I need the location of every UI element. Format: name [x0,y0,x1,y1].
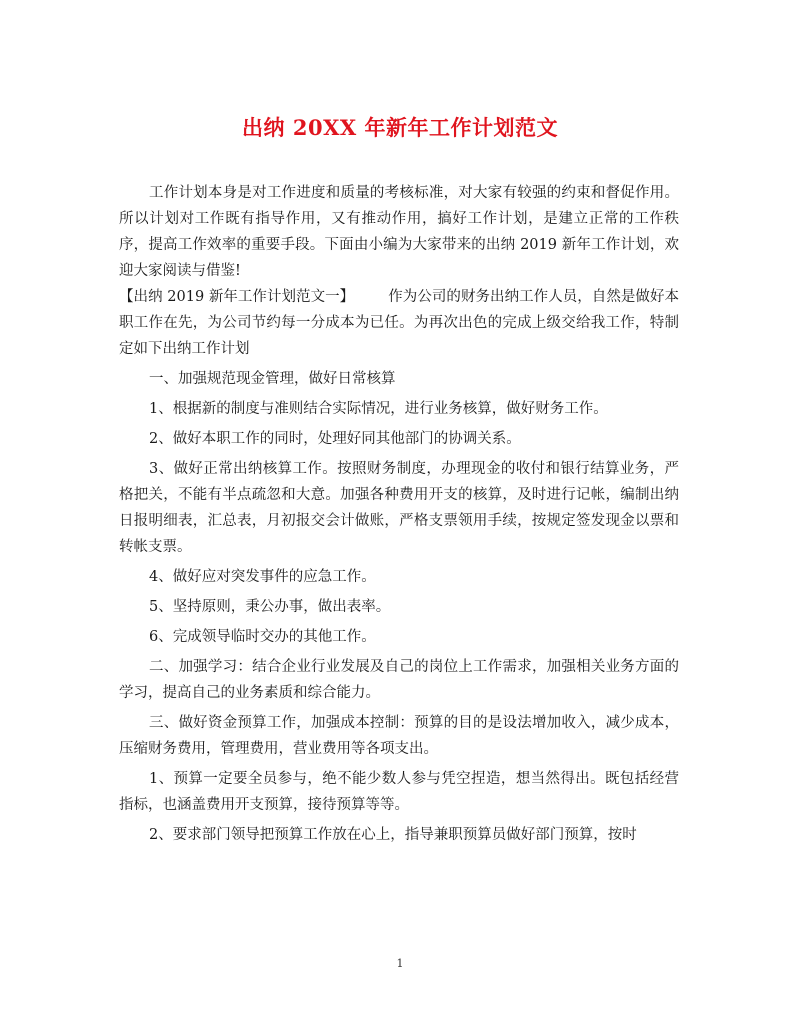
paragraph-item-1-4: 4、做好应对突发事件的应急工作。 [149,569,376,585]
page-number: 1 [396,957,404,970]
section-one-paragraph [119,284,679,362]
paragraph-item-1-1: 1、根据新的制度与准则结合实际情况，进行业务核算，做好财务工作。 [149,401,608,417]
paragraph-heading-1: 一、加强规范现金管理，做好日常核算 [149,371,396,387]
paragraph-item-1-5: 5、坚持原则，秉公办事，做出表率。 [149,599,391,615]
paragraph-item-1-3: 3、做好正常出纳核算工作。按照财务制度，办理现金的收付和银行结算业务，严格把关，不能有半点疏忽和大意。加强各种费用开支的核算，及时进行记帐，编制出纳日报明细表，汇总表，月初报交会计做账，严格支票领用手续，按规定签发现金以票和转帐支票。 [119,461,679,555]
document-body [119,180,679,848]
intro-paragraph: 工作计划本身是对工作进度和质量的考核标准，对大家有较强的约束和督促作用。所以计划对工作既有指导作用，又有推动作用，搞好工作计划，是建立正常的工作秩序，提高工作效率的重要手段。下面由小编为大家带来的出纳 2019 新年工作计划，欢迎大家阅读与借鉴! [119,185,679,279]
paragraph-heading-3: 三、做好资金预算工作，加强成本控制：预算的目的是设法增加收入，减少成本，压缩财务费用，管理费用，营业费用等各项支出。 [119,715,679,757]
paragraph-item-3-1: 1、预算一定要全员参与，绝不能少数人参与凭空捏造，想当然得出。既包括经营指标，也涵盖费用开支预算，接待预算等等。 [119,771,679,813]
section-one-heading: 【出纳 2019 新年工作计划范文一】 [119,289,355,305]
section-one-lead: 作为公司的财务出纳工作人员，自然是做好本职工作在先，为公司节约每一分成本为已任。为再次出色的完成上级交给我工作，特制定如下出纳工作计划 [119,289,680,357]
document-title: 出纳 20XX 年新年工作计划范文 [242,115,558,140]
paragraph-heading-2: 二、加强学习：结合企业行业发展及自己的岗位上工作需求，加强相关业务方面的学习，提高自己的业务素质和综合能力。 [119,659,679,701]
paragraph-item-1-2: 2、做好本职工作的同时，处理好同其他部门的协调关系。 [149,431,521,447]
paragraph-item-3-2: 2、要求部门领导把预算工作放在心上，指导兼职预算员做好部门预算，按时 [149,827,637,843]
paragraph-item-1-6: 6、完成领导临时交办的其他工作。 [149,629,376,645]
